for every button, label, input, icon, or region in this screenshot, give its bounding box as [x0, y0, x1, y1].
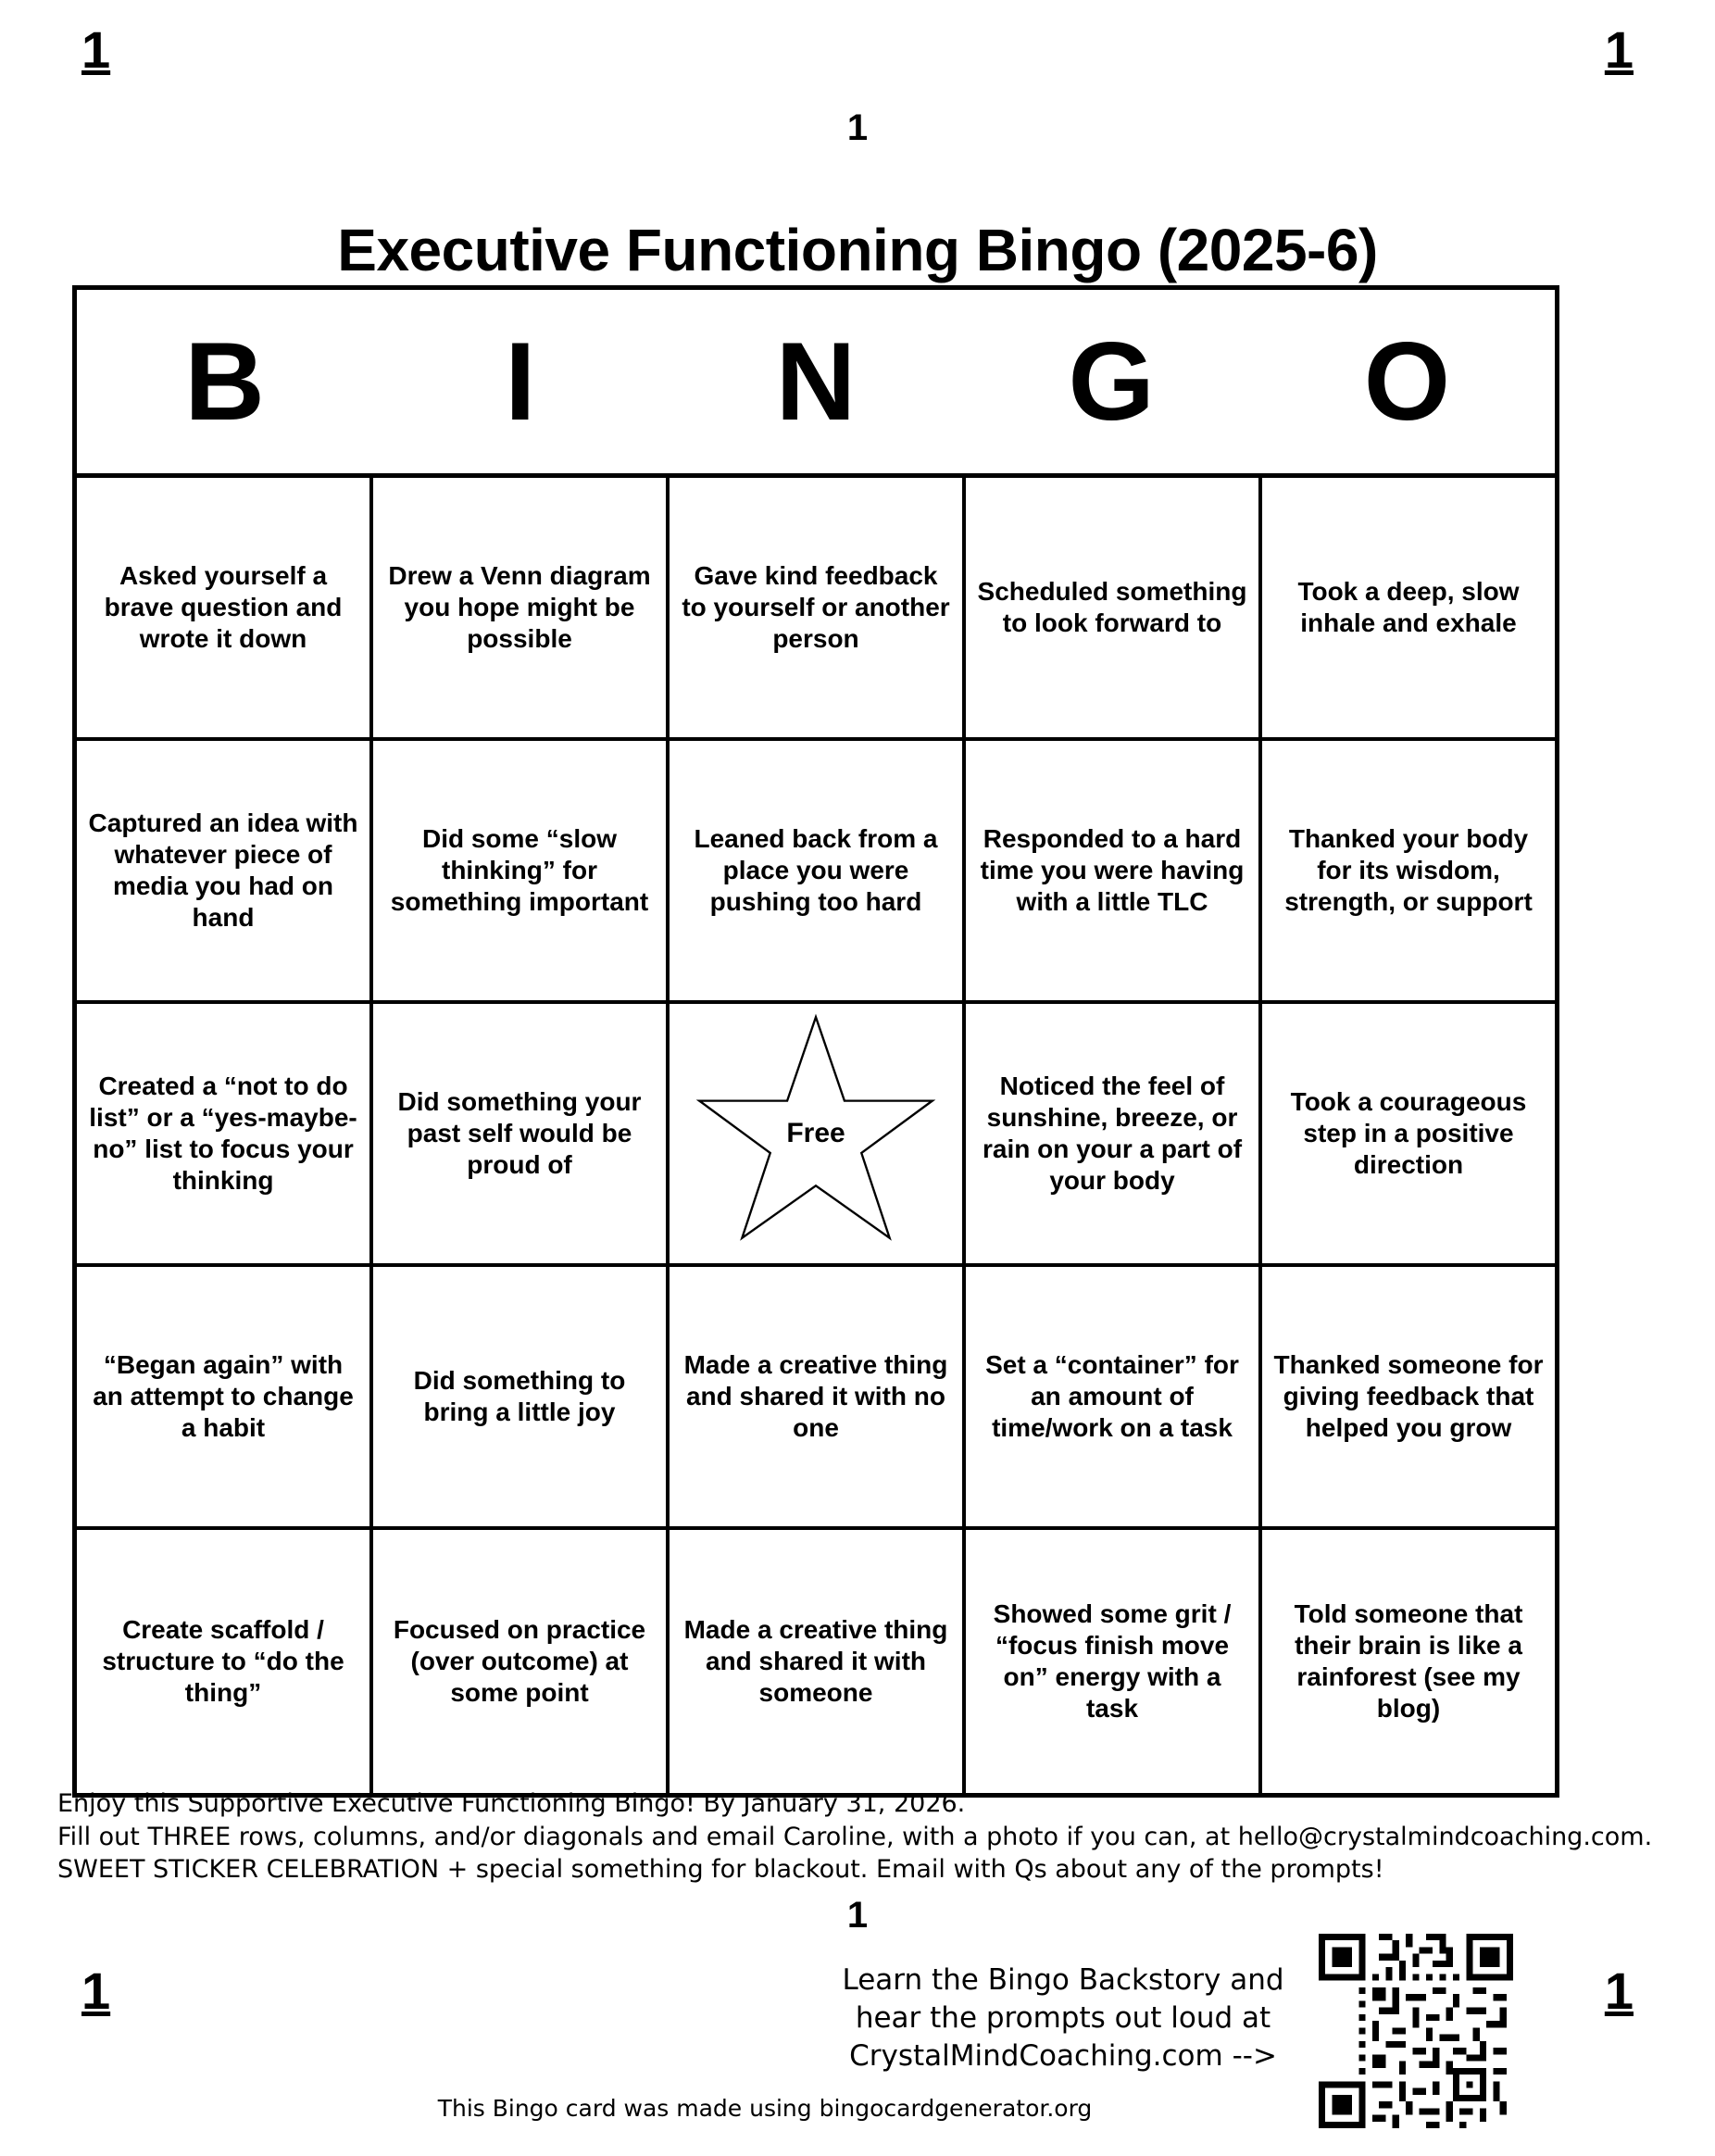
bingo-grid [77, 478, 1555, 1793]
bingo-cell[interactable]: Drew a Venn diagram you hope might be possible [373, 478, 670, 741]
page-title: Executive Functioning Bingo (2025-6) [337, 216, 1378, 283]
bingo-header-b: B [184, 320, 265, 444]
bingo-row [77, 1267, 1555, 1530]
bingo-row [77, 741, 1555, 1004]
bingo-cell[interactable]: Asked yourself a brave question and wrote it down [77, 478, 373, 741]
bingo-cell[interactable]: Did something your past self would be proud of [373, 1004, 670, 1267]
bingo-cell[interactable]: Responded to a hard time you were having with a little TLC [966, 741, 1262, 1004]
bingo-cell[interactable]: “Began again” with an attempt to change a habit [77, 1267, 373, 1530]
bingo-free-cell[interactable] [670, 1004, 966, 1267]
bingo-cell[interactable]: Create scaffold / structure to “do the thing” [77, 1530, 373, 1793]
footer-line-3: SWEET STICKER CELEBRATION + special something for blackout. Email with Qs about any of the prompts! [57, 1855, 1384, 1885]
bingo-cell[interactable]: Noticed the feel of sunshine, breeze, or rain on your a part of your body [966, 1004, 1262, 1267]
bingo-cell[interactable]: Told someone that their brain is like a rainforest (see my blog) [1294, 1598, 1523, 1724]
bingo-row [77, 478, 1555, 741]
bingo-free-label: Free [786, 1117, 845, 1148]
bingo-cell[interactable]: Made a creative thing and shared it with someone [670, 1530, 966, 1793]
bingo-cell[interactable]: Set a “container” for an amount of time/work on a task [966, 1267, 1262, 1530]
footer-instructions [57, 1787, 1669, 1886]
page-marker-bottom-left: 1 [81, 1962, 111, 2020]
bingo-cell[interactable]: Thanked someone for giving feedback that helped you grow [1262, 1267, 1555, 1530]
backstory-text: Learn the Bingo Backstory and hear the prompts out loud at CrystalMindCoaching.com --> [842, 1963, 1284, 2073]
bingo-header-row [77, 290, 1555, 478]
footer-line-2: Fill out THREE rows, columns, and/or diagonals and email Caroline, with a photo if you can, at hello@crystalmindcoaching.com. [57, 1822, 1653, 1851]
bingo-cell[interactable]: Thanked your body for its wisdom, strength, or support [1262, 741, 1555, 1004]
bingo-header-n: N [775, 320, 857, 444]
page-marker-top-center: 1 [846, 107, 869, 148]
bingo-row [77, 1530, 1555, 1793]
bingo-cell[interactable]: Leaned back from a place you were pushing too hard [670, 741, 966, 1004]
bingo-row [77, 1004, 1555, 1267]
bingo-cell[interactable]: Scheduled something to look forward to [966, 478, 1262, 741]
page-marker-bottom-center: 1 [846, 1895, 869, 1936]
bingo-card [72, 285, 1559, 1798]
bingo-header-i: I [505, 320, 536, 444]
page-marker-bottom-right: 1 [1604, 1962, 1634, 2020]
made-with-credit [0, 2095, 1715, 2122]
footer-line-1: Enjoy this Supportive Executive Functioning Bingo! By January 31, 2026. [57, 1789, 966, 1818]
made-with-text: This Bingo card was made using bingocardgenerator.org [437, 2095, 1093, 2122]
page-marker-top-left: 1 [81, 20, 111, 79]
bingo-cell[interactable]: Showed some grit / “focus finish move on” energy with a task [966, 1530, 1262, 1793]
bingo-cell[interactable]: Focused on practice (over outcome) at some point [373, 1530, 670, 1793]
bingo-cell[interactable]: Captured an idea with whatever piece of media you had on hand [77, 741, 373, 1004]
bingo-cell[interactable]: Took a courageous step in a positive direction [1262, 1004, 1555, 1267]
bingo-cell[interactable]: Made a creative thing and shared it with no one [670, 1267, 966, 1530]
bingo-cell[interactable]: Did some “slow thinking” for something important [373, 741, 670, 1004]
bingo-cell[interactable]: Created a “not to do list” or a “yes-maybe-no” list to focus your thinking [77, 1004, 373, 1267]
bingo-cell[interactable]: Gave kind feedback to yourself or another person [670, 478, 966, 741]
bingo-header-g: G [1068, 320, 1155, 444]
bingo-header-o: O [1363, 320, 1451, 444]
bingo-cell[interactable]: Did something to bring a little joy [373, 1267, 670, 1530]
page-marker-top-right: 1 [1604, 20, 1634, 79]
bingo-cell[interactable]: Took a deep, slow inhale and exhale [1262, 478, 1555, 741]
